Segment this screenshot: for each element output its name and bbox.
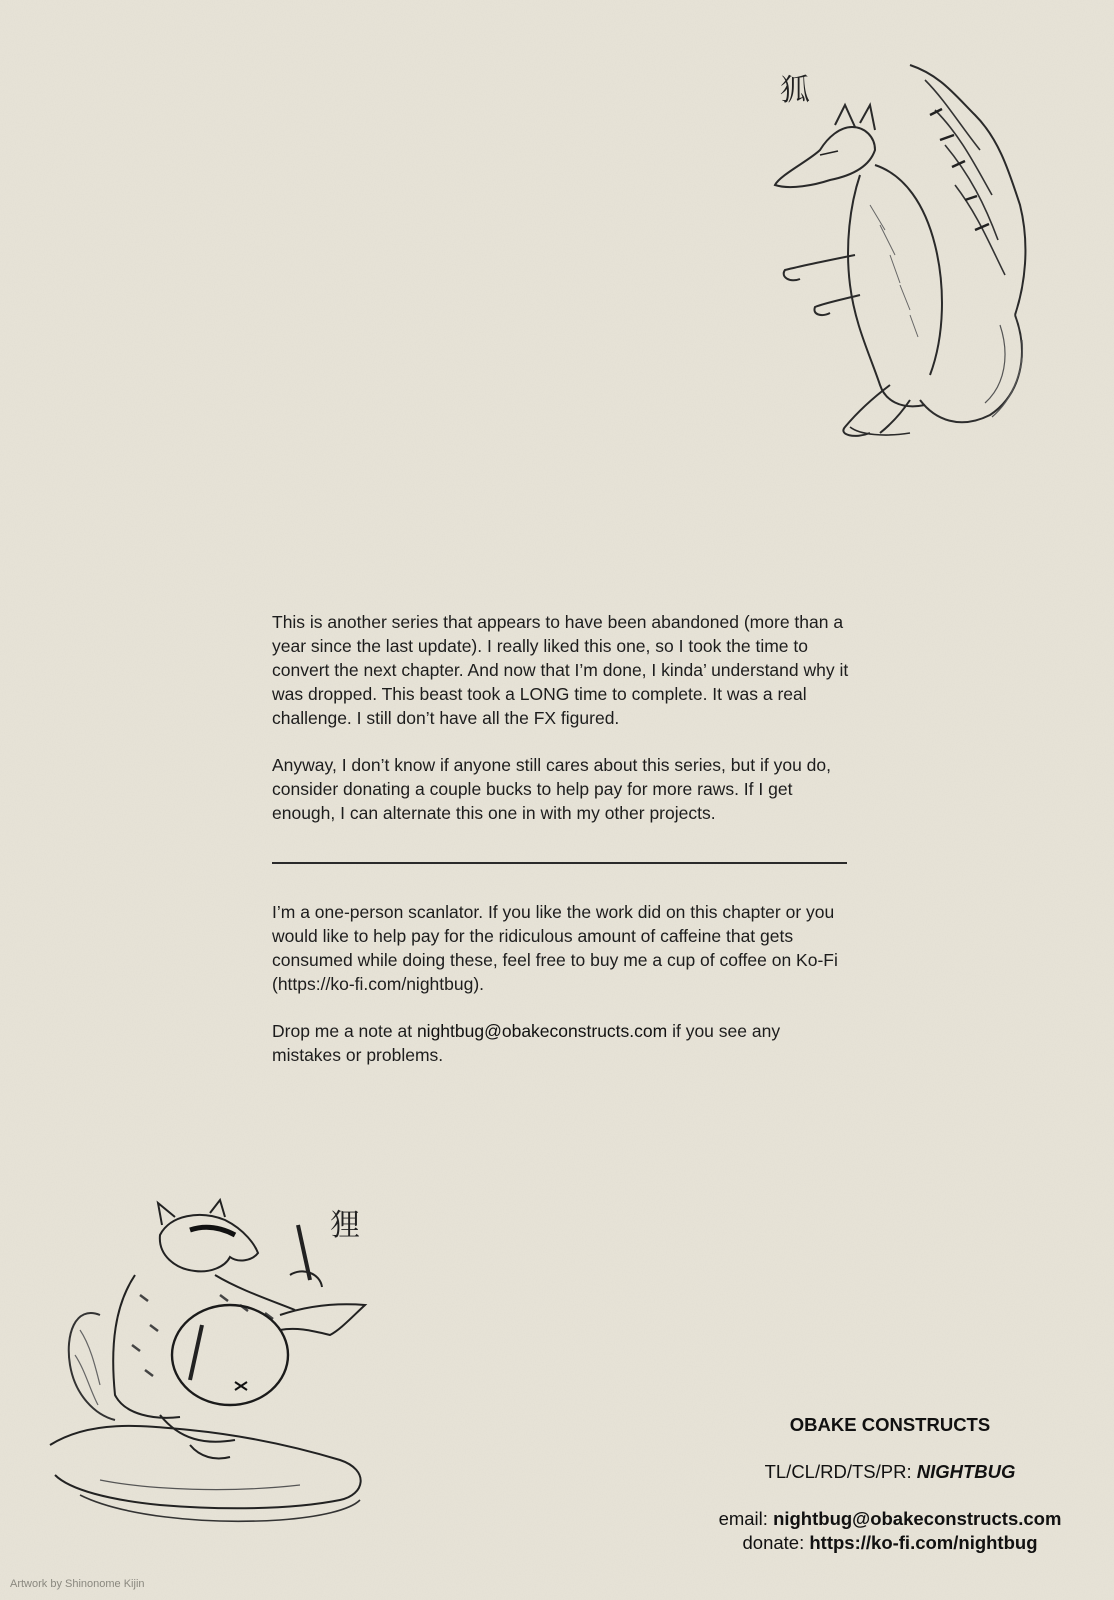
contact-prefix: Drop me a note at	[272, 1021, 417, 1041]
contact-suffix: if you see any mistakes or problems.	[272, 1021, 781, 1065]
announcement-paragraph-2: Anyway, I don’t know if anyone still cares about this series, but if you do, consider donating a couple bucks to help pay for more raws. If I get enough, I can alternate this one in with my other projects.	[272, 755, 831, 823]
kofi-paragraph: I’m a one-person scanlator. If you like the work did on this chapter or you would like to help pay for the ridiculous amount of caffeine that gets consumed while doing these, feel free to buy me a cup of coffee on Ko-Fi (https://ko-fi.com/nightbug).	[272, 902, 838, 994]
donate-link[interactable]: https://ko-fi.com/nightbug	[809, 1532, 1038, 1553]
email-line	[690, 1507, 1090, 1531]
fox-kanji-glyph: 狐	[780, 73, 810, 108]
announcement-paragraph-1: This is another series that appears to have been abandoned (more than a year since the last update). I really liked this one, so I took the time to convert the next chapter. And now that I’m done, I kinda’ understand why it was dropped. This beast took a LONG time to complete. It was a real challenge. I still don’t have all the FX figured.	[272, 612, 849, 728]
artwork-credit: Artwork by Shinonome Kijin	[10, 1578, 145, 1590]
support-notes	[272, 900, 852, 1090]
tanuki-kanji-glyph: 狸	[330, 1208, 360, 1243]
contact-email-link[interactable]: nightbug@obakeconstructs.com	[416, 1021, 668, 1041]
group-name: OBAKE CONSTRUCTS	[789, 1414, 991, 1435]
roles-name: NIGHTBUG	[916, 1461, 1016, 1482]
fox-illustration	[760, 55, 1080, 455]
scanlation-credits	[690, 1413, 1090, 1555]
announcement-text	[272, 610, 852, 848]
donate-line	[690, 1531, 1090, 1555]
email-link[interactable]: nightbug@obakeconstructs.com	[773, 1508, 1062, 1529]
tanuki-illustration	[40, 1195, 400, 1555]
roles-label: TL/CL/RD/TS/PR:	[764, 1461, 917, 1482]
donate-label: donate:	[742, 1532, 810, 1553]
roles-line	[690, 1460, 1090, 1484]
section-divider	[272, 862, 847, 864]
contact-paragraph	[272, 1019, 852, 1067]
email-label: email:	[718, 1508, 774, 1529]
